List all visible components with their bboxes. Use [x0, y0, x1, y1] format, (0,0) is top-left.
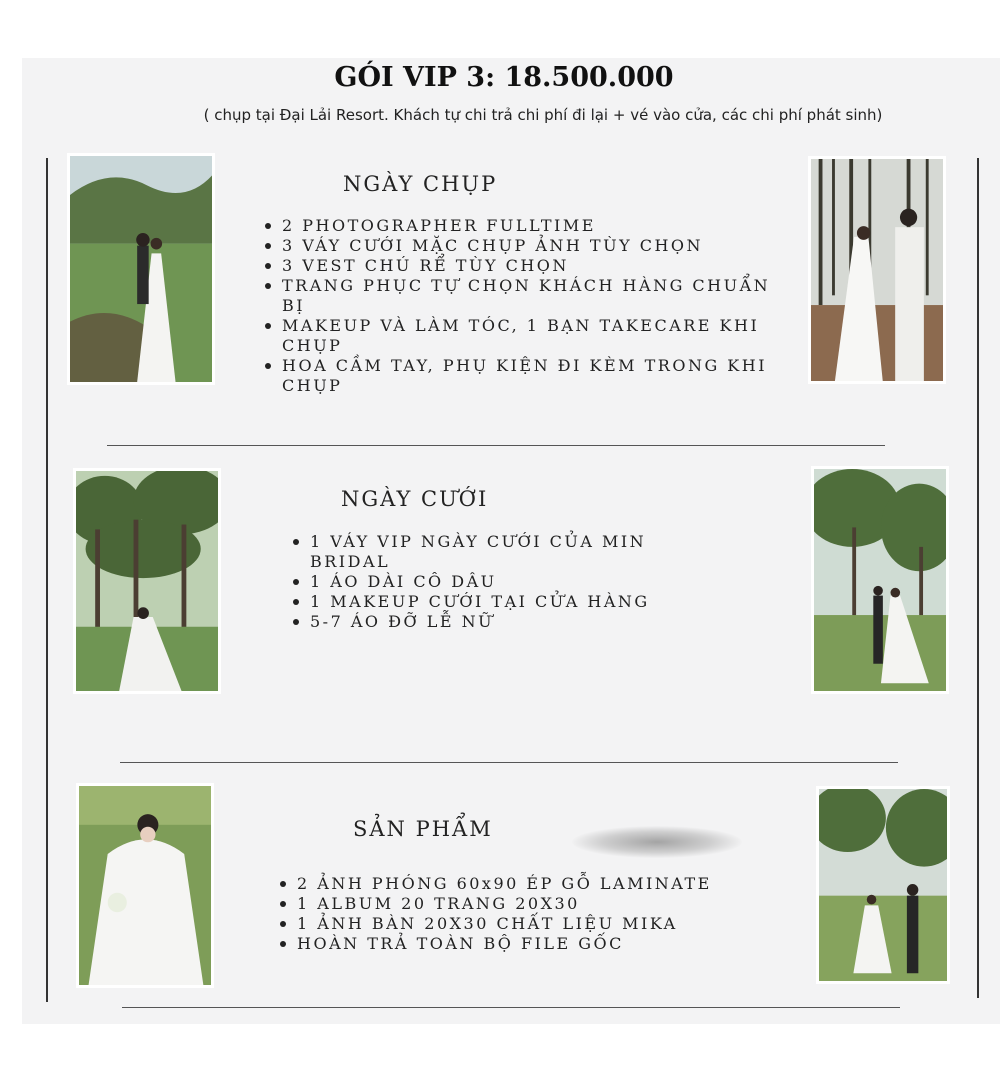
products-left-image [76, 783, 214, 988]
smudge-mark [572, 826, 742, 858]
list-item: 1 ÁO DÀI CÔ DÂU [290, 572, 670, 592]
list-item: 5-7 ÁO ĐỠ LỄ NỮ [290, 612, 670, 632]
package-title: GÓI VIP 3: 18.500.000 [334, 62, 674, 93]
photo-shoot-right-image [808, 156, 946, 384]
section-heading-products: SẢN PHẨM [353, 817, 493, 841]
list-item: 2 ẢNH PHÓNG 60x90 ÉP GỖ LAMINATE [277, 874, 777, 894]
list-item: 1 ALBUM 20 TRANG 20X30 [277, 894, 777, 914]
products-list [277, 874, 777, 954]
divider-2 [120, 762, 898, 763]
list-item: 1 VÁY VIP NGÀY CƯỚI CỦA MIN BRIDAL [290, 532, 670, 572]
wedding-day-right-image [811, 466, 949, 694]
divider-3 [122, 1007, 900, 1008]
list-item: TRANG PHỤC TỰ CHỌN KHÁCH HÀNG CHUẨN BỊ [262, 276, 782, 316]
list-item: MAKEUP VÀ LÀM TÓC, 1 BẠN TAKECARE KHI CHỤP [262, 316, 782, 356]
photo-shoot-left-image [67, 153, 215, 385]
list-item: HOA CẦM TAY, PHỤ KIỆN ĐI KÈM TRONG KHI CHỤP [262, 356, 782, 396]
right-border-line [977, 158, 979, 998]
list-item: 1 MAKEUP CƯỚI TẠI CỬA HÀNG [290, 592, 670, 612]
list-item: 1 ẢNH BÀN 20X30 CHẤT LIỆU MIKA [277, 914, 777, 934]
left-border-line [46, 158, 48, 1002]
list-item: 3 VÁY CƯỚI MẶC CHỤP ẢNH TÙY CHỌN [262, 236, 782, 256]
wedding-day-left-image [73, 468, 221, 694]
package-subtitle: ( chụp tại Đại Lải Resort. Khách tự chi trả chi phí đi lại + vé vào cửa, các chi phí phát sinh) [203, 106, 883, 124]
wedding-day-list [290, 532, 670, 632]
list-item: 2 PHOTOGRAPHER FULLTIME [262, 216, 782, 236]
section-heading-shoot-day: NGÀY CHỤP [343, 172, 498, 196]
list-item: HOÀN TRẢ TOÀN BỘ FILE GỐC [277, 934, 777, 954]
shoot-day-list [262, 216, 782, 396]
list-item: 3 VEST CHÚ RỂ TÙY CHỌN [262, 256, 782, 276]
divider-1 [107, 445, 885, 446]
products-right-image [816, 786, 950, 984]
section-heading-wedding-day: NGÀY CƯỚI [341, 487, 489, 511]
